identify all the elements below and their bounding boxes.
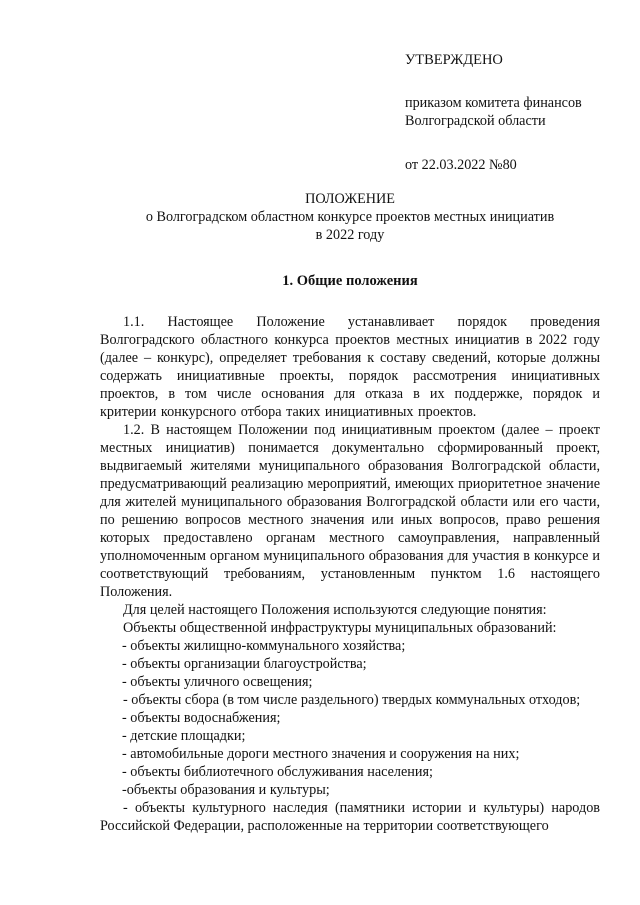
approval-title: УТВЕРЖДЕНО [405,52,503,68]
approval-line-2: Волгоградской области [405,113,546,129]
approval-line-1: приказом комитета финансов [405,95,582,111]
paragraph-definitions-intro: Для целей настоящего Положения используются следующие понятия: [123,602,547,618]
document-subtitle-1: о Волгоградском областном конкурсе проектов местных инициатив [145,209,555,225]
list-item: - объекты уличного освещения; [122,674,313,690]
list-item: - объекты культурного наследия (памятники истории и культуры) народов Российской Федерации, расположенные на территории соответствующего [100,800,600,834]
list-item: - детские площадки; [122,728,246,744]
list-item: - объекты организации благоустройства; [122,656,367,672]
document-title: ПОЛОЖЕНИЕ [305,191,395,207]
document-subtitle-2: в 2022 году [315,227,385,243]
list-item: - объекты сбора (в том числе раздельного) твердых коммунальных отходов; [123,692,581,708]
paragraph-1-2: 1.2. В настоящем Положении под инициативным проектом (далее – проект местных инициатив) понимается документально сформированный проект, выдвигаемый жителями муниципального образования Волгоградской области, предусматривающий реализацию мероприятий, имеющих приоритетное значение для жителей муниципального образования Волгоградской области или его части, по решению вопросов местного значения или иных вопросов, право решения которых предоставлено органам местного самоуправления, направленный уполномоченным органом муниципального образования для участия в конкурсе и соответствующий требованиям, установленным пунктом 1.6 настоящего Положения. [100,422,600,600]
approval-date: от 22.03.2022 №80 [405,157,517,173]
list-item: - автомобильные дороги местного значения и сооружения на них; [122,746,520,762]
list-item: - объекты водоснабжения; [122,710,281,726]
section-heading: 1. Общие положения [282,273,418,289]
list-item: - объекты библиотечного обслуживания населения; [122,764,433,780]
paragraph-1-1: 1.1. Настоящее Положение устанавливает порядок проведения Волгоградского областного конкурса проектов местных инициатив в 2022 году (далее – конкурс), определяет требования к составу сведений, которые должны содержать инициативные проекты, порядок рассмотрения инициативных проектов, в том числе основания для отказа в их поддержке, порядок и критерии конкурсного отбора таких инициативных проектов. [100,314,600,420]
paragraph-infrastructure-heading: Объекты общественной инфраструктуры муниципальных образований: [123,620,557,636]
list-item: -объекты образования и культуры; [122,782,330,798]
list-item: - объекты жилищно-коммунального хозяйства; [122,638,406,654]
document-body [100,313,600,835]
document-title-block [100,190,600,244]
approval-block [405,51,625,174]
